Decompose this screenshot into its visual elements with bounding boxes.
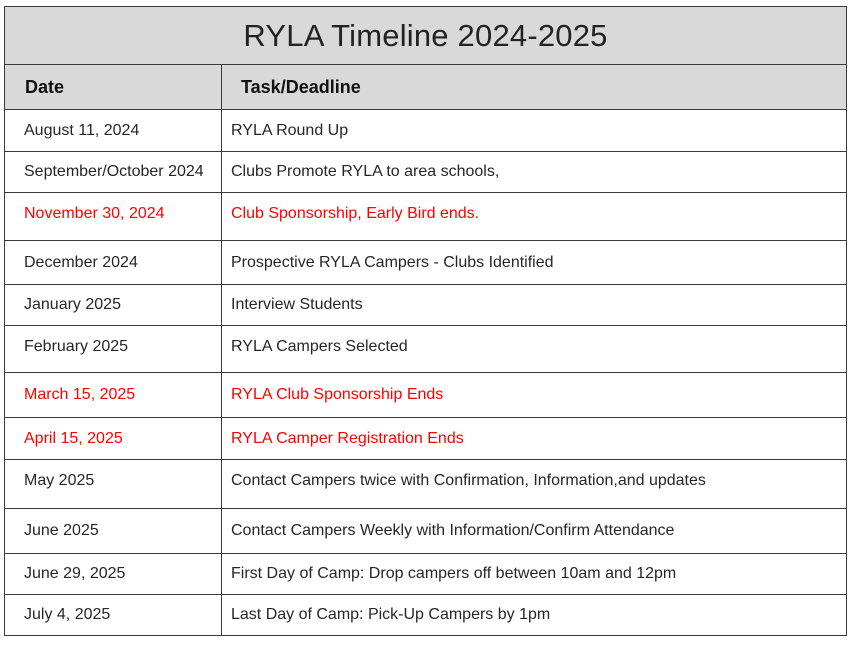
table-row bbox=[5, 595, 847, 636]
table-row bbox=[5, 110, 847, 152]
table-row bbox=[5, 554, 847, 595]
date-cell: February 2025 bbox=[5, 326, 222, 373]
column-header-task: Task/Deadline bbox=[222, 65, 847, 110]
date-cell: December 2024 bbox=[5, 241, 222, 285]
task-cell: Contact Campers Weekly with Information/Confirm Attendance bbox=[222, 509, 847, 554]
timeline-sheet bbox=[4, 6, 847, 636]
header-row bbox=[5, 65, 847, 110]
task-cell: Last Day of Camp: Pick-Up Campers by 1pm bbox=[222, 595, 847, 636]
table-row bbox=[5, 193, 847, 241]
task-cell: Prospective RYLA Campers - Clubs Identified bbox=[222, 241, 847, 285]
date-cell: June 29, 2025 bbox=[5, 554, 222, 595]
table-row bbox=[5, 460, 847, 509]
task-cell: RYLA Round Up bbox=[222, 110, 847, 152]
date-cell: July 4, 2025 bbox=[5, 595, 222, 636]
table-row bbox=[5, 326, 847, 373]
title-row bbox=[5, 7, 847, 65]
task-cell: Contact Campers twice with Confirmation, Information,and updates bbox=[222, 460, 847, 509]
date-cell: November 30, 2024 bbox=[5, 193, 222, 241]
task-cell: Club Sponsorship, Early Bird ends. bbox=[222, 193, 847, 241]
task-cell: Clubs Promote RYLA to area schools, bbox=[222, 152, 847, 193]
table-row bbox=[5, 418, 847, 460]
date-cell: March 15, 2025 bbox=[5, 373, 222, 418]
timeline-table bbox=[4, 6, 847, 636]
task-cell: RYLA Campers Selected bbox=[222, 326, 847, 373]
task-cell: RYLA Club Sponsorship Ends bbox=[222, 373, 847, 418]
task-cell: First Day of Camp: Drop campers off between 10am and 12pm bbox=[222, 554, 847, 595]
table-row bbox=[5, 373, 847, 418]
task-cell: RYLA Camper Registration Ends bbox=[222, 418, 847, 460]
date-cell: May 2025 bbox=[5, 460, 222, 509]
timeline-body bbox=[5, 110, 847, 636]
date-cell: April 15, 2025 bbox=[5, 418, 222, 460]
page-title: RYLA Timeline 2024-2025 bbox=[5, 7, 847, 65]
date-cell: September/October 2024 bbox=[5, 152, 222, 193]
date-cell: August 11, 2024 bbox=[5, 110, 222, 152]
task-cell: Interview Students bbox=[222, 285, 847, 326]
date-cell: June 2025 bbox=[5, 509, 222, 554]
table-row bbox=[5, 152, 847, 193]
table-row bbox=[5, 509, 847, 554]
column-header-date: Date bbox=[5, 65, 222, 110]
table-row bbox=[5, 241, 847, 285]
table-row bbox=[5, 285, 847, 326]
date-cell: January 2025 bbox=[5, 285, 222, 326]
